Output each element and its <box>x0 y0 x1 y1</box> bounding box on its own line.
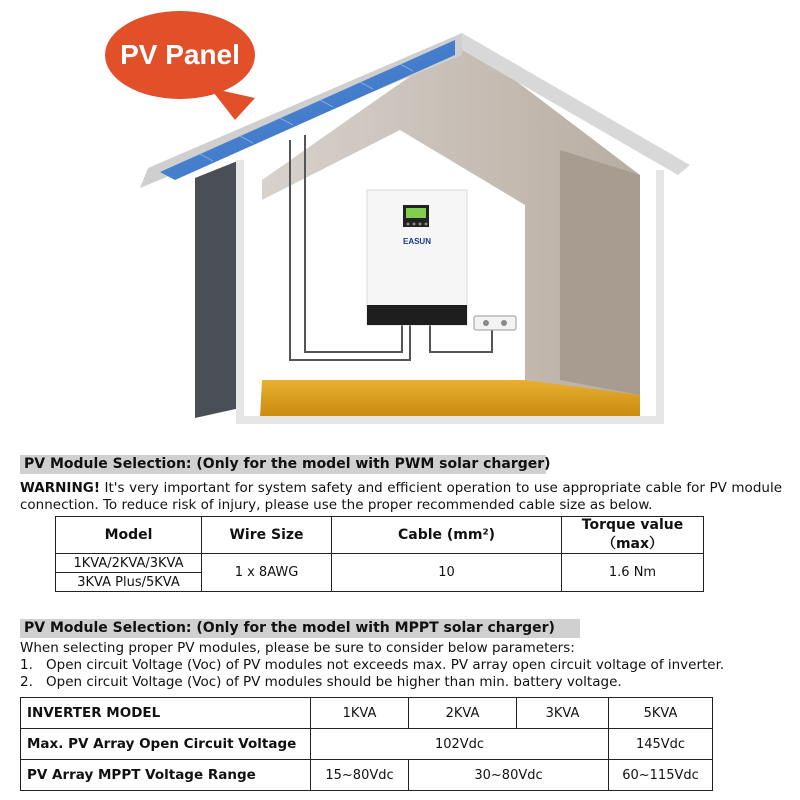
max-voc-shared: 102Vdc <box>311 729 609 760</box>
mppt-section-heading: PV Module Selection: (Only for the model with MPPT solar charger) <box>20 619 580 638</box>
warning-paragraph <box>20 480 782 514</box>
warning-text: It's very important for system safety and efficient operation to use appropriate cable for PV module connection. To reduce risk of injury, please use the proper recommended cable size as below. <box>20 480 782 513</box>
model-5kva: 5KVA <box>609 698 713 729</box>
wall-socket <box>474 316 516 330</box>
house-left-wall <box>195 160 240 418</box>
mppt-intro <box>20 640 782 691</box>
header-model: Model <box>56 517 202 554</box>
cable-cell: 10 <box>332 554 562 592</box>
house-right-interior <box>560 150 640 395</box>
torque-cell: 1.6 Nm <box>562 554 704 592</box>
row-mppt-range-label: PV Array MPPT Voltage Range <box>21 760 311 791</box>
model-cell: 3KVA Plus/5KVA <box>56 573 202 592</box>
header-inverter-model: INVERTER MODEL <box>21 698 311 729</box>
header-cable: Cable (mm²) <box>332 517 562 554</box>
list-item: 2. Open circuit Voltage (Voc) of PV modules should be higher than min. battery voltage. <box>20 674 622 690</box>
header-wire-size: Wire Size <box>202 517 332 554</box>
wire-size-cell: 1 x 8AWG <box>202 554 332 592</box>
mppt-intro-line: When selecting proper PV modules, please be sure to consider below parameters: <box>20 640 575 656</box>
pv-panel-callout <box>105 11 255 120</box>
model-1kva: 1KVA <box>311 698 409 729</box>
header-torque: Torque value（max） <box>562 517 704 554</box>
max-voc-5kva: 145Vdc <box>609 729 713 760</box>
pwm-section-heading: PV Module Selection: (Only for the model with PWM solar charger) <box>20 455 546 474</box>
callout-label: PV Panel <box>120 39 240 70</box>
row-max-voc-label: Max. PV Array Open Circuit Voltage <box>21 729 311 760</box>
model-2kva: 2KVA <box>409 698 517 729</box>
model-cell: 1KVA/2KVA/3KVA <box>56 554 202 573</box>
inverter-brand: EASUN <box>402 237 432 246</box>
warning-label: WARNING! <box>20 480 100 496</box>
mppt-range-2-3kva: 30~80Vdc <box>409 760 609 791</box>
mppt-voltage-table <box>20 697 713 791</box>
mppt-range-1kva: 15~80Vdc <box>311 760 409 791</box>
inverter-unit <box>367 190 467 325</box>
list-item: 1. Open circuit Voltage (Voc) of PV modules not exceeds max. PV array open circuit voltage of inverter. <box>20 657 725 673</box>
model-3kva: 3KVA <box>517 698 609 729</box>
mppt-range-5kva: 60~115Vdc <box>609 760 713 791</box>
pwm-cable-table <box>55 516 704 592</box>
